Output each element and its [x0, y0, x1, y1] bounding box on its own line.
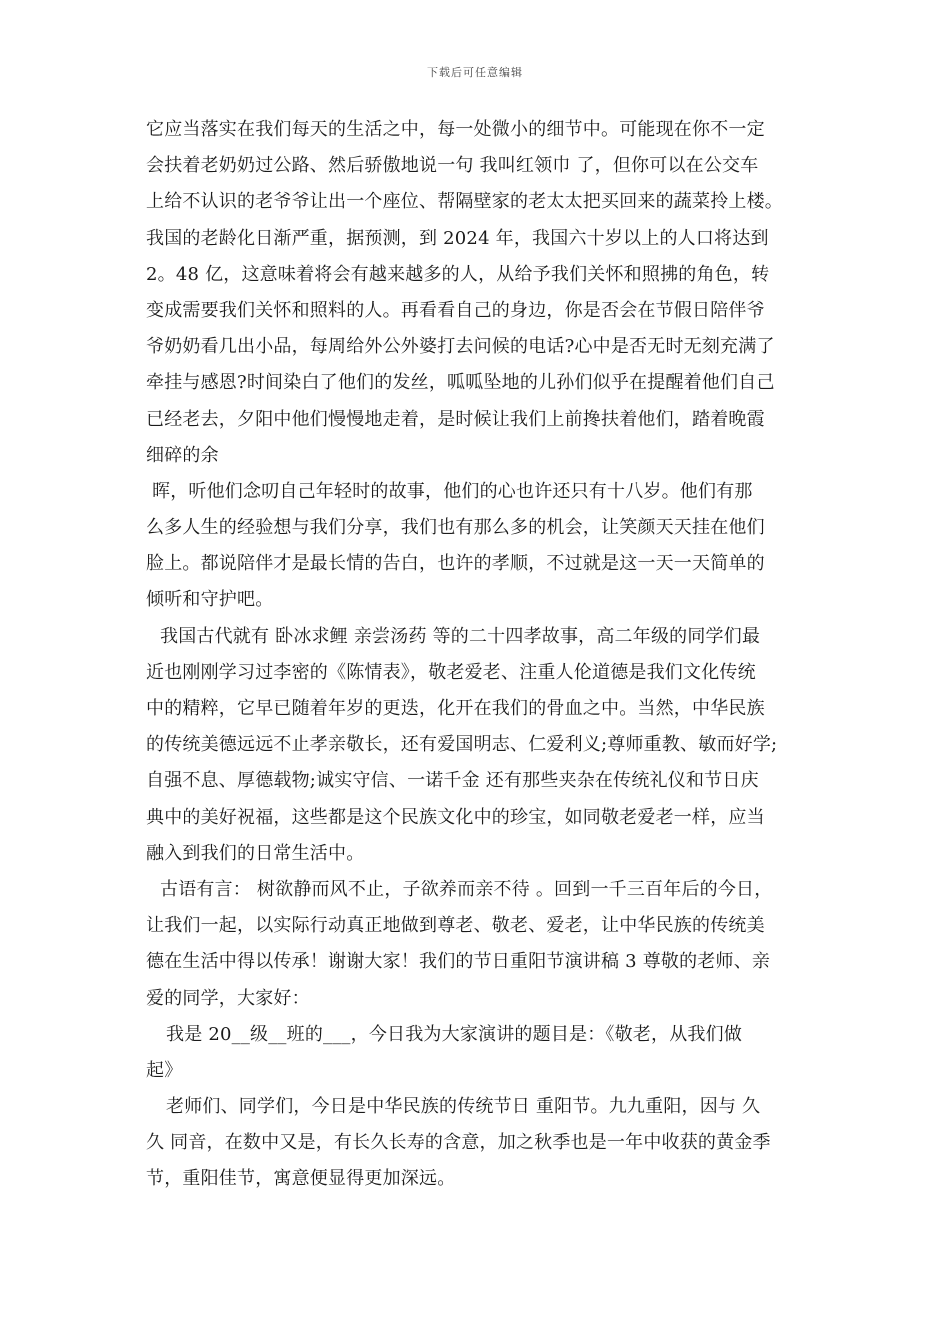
document-body [146, 112, 816, 1198]
text-line: 爱的同学，大家好： [146, 987, 310, 1009]
text-line: 2。48 亿，这意味着将会有越来越多的人，从给予我们关怀和照拂的角色，转 [146, 263, 770, 285]
text-line: 细碎的余 [146, 444, 219, 466]
text-line: 它应当落实在我们每天的生活之中，每一处微小的细节中。可能现在你不一定 [146, 119, 765, 140]
text-line: 节，重阳佳节，寓意便显得更加深远。 [146, 1168, 456, 1190]
text-line: 融入到我们的日常生活中。 [146, 842, 365, 864]
text-line: 我国的老龄化日渐严重，据预测，到 2024 年，我国六十岁以上的人口将达到 [146, 227, 769, 249]
text-line: 起》 [146, 1059, 183, 1081]
text-line: 倾听和守护吧。 [146, 589, 274, 611]
text-line: 让我们一起，以实际行动真正地做到尊老、敬老、爱老，让中华民族的传统美 [146, 915, 765, 937]
text-line: 德在生活中得以传承！谢谢大家！我们的节日重阳节演讲稿 3 尊敬的老师、亲 [146, 951, 771, 973]
text-line: 久 同音，在数中又是，有长久长寿的含意，加之秋季也是一年中收获的黄金季 [146, 1132, 771, 1154]
text-line: 变成需要我们关怀和照料的人。再看看自己的身边，你是否会在节假日陪伴爷 [146, 299, 765, 321]
text-line: 典中的美好祝福，这些都是这个民族文化中的珍宝，如同敬老爱老一样，应当 [146, 806, 765, 828]
text-line: 老师们、同学们，今日是中华民族的传统节日 重阳节。九九重阳，因与 久 [166, 1096, 761, 1118]
text-line: 么多人生的经验想与我们分享，我们也有那么多的机会，让笑颜天天挂在他们 [146, 517, 765, 539]
text-line: 中的精粹，它早已随着年岁的更迭，化开在我们的骨血之中。当然，中华民族 [146, 698, 765, 719]
text-line: 上给不认识的老爷爷让出一个座位、帮隔壁家的老太太把买回来的蔬菜拎上楼。 [146, 191, 783, 213]
text-line: 脸上。都说陪伴才是最长情的告白，也许的孝顺，不过就是这一天一天简单的 [146, 553, 765, 575]
text-line: 牵挂与感恩?时间染白了他们的发丝，呱呱坠地的儿孙们似乎在提醒着他们自己 [146, 372, 775, 394]
text-line: 会扶着老奶奶过公路、然后骄傲地说一句 我叫红领巾 了，但你可以在公交车 [146, 155, 759, 177]
text-line: 的传统美德远远不止孝亲敬长，还有爱国明志、仁爱利义;尊师重教、敏而好学; [146, 734, 778, 756]
text-line: 我是 20__级__班的___，今日我为大家演讲的题目是：《敬老，从我们做 [166, 1023, 743, 1045]
text-line: 自强不息、厚德载物;诚实守信、一诺千金 还有那些夹杂在传统礼仪和节日庆 [146, 770, 759, 792]
text-line: 晖，听他们念叨自己年轻时的故事，他们的心也许还只有十八岁。他们有那 [152, 480, 753, 502]
page-header-note: 下载后可任意编辑 [427, 66, 523, 79]
text-line: 近也刚刚学习过李密的《陈情表》，敬老爱老、注重人伦道德是我们文化传统 [146, 661, 756, 683]
text-line: 爷奶奶看几出小品，每周给外公外婆打去问候的电话?心中是否无时无刻充满了 [146, 336, 775, 358]
text-line: 已经老去，夕阳中他们慢慢地走着，是时候让我们上前搀扶着他们，踏着晚霞 [146, 408, 765, 430]
text-line: 古语有言： 树欲静而风不止，子欲养而亲不待 。回到一千三百年后的今日， [160, 878, 773, 900]
text-line: 我国古代就有 卧冰求鲤 亲尝汤药 等的二十四孝故事，高二年级的同学们最 [160, 625, 761, 647]
